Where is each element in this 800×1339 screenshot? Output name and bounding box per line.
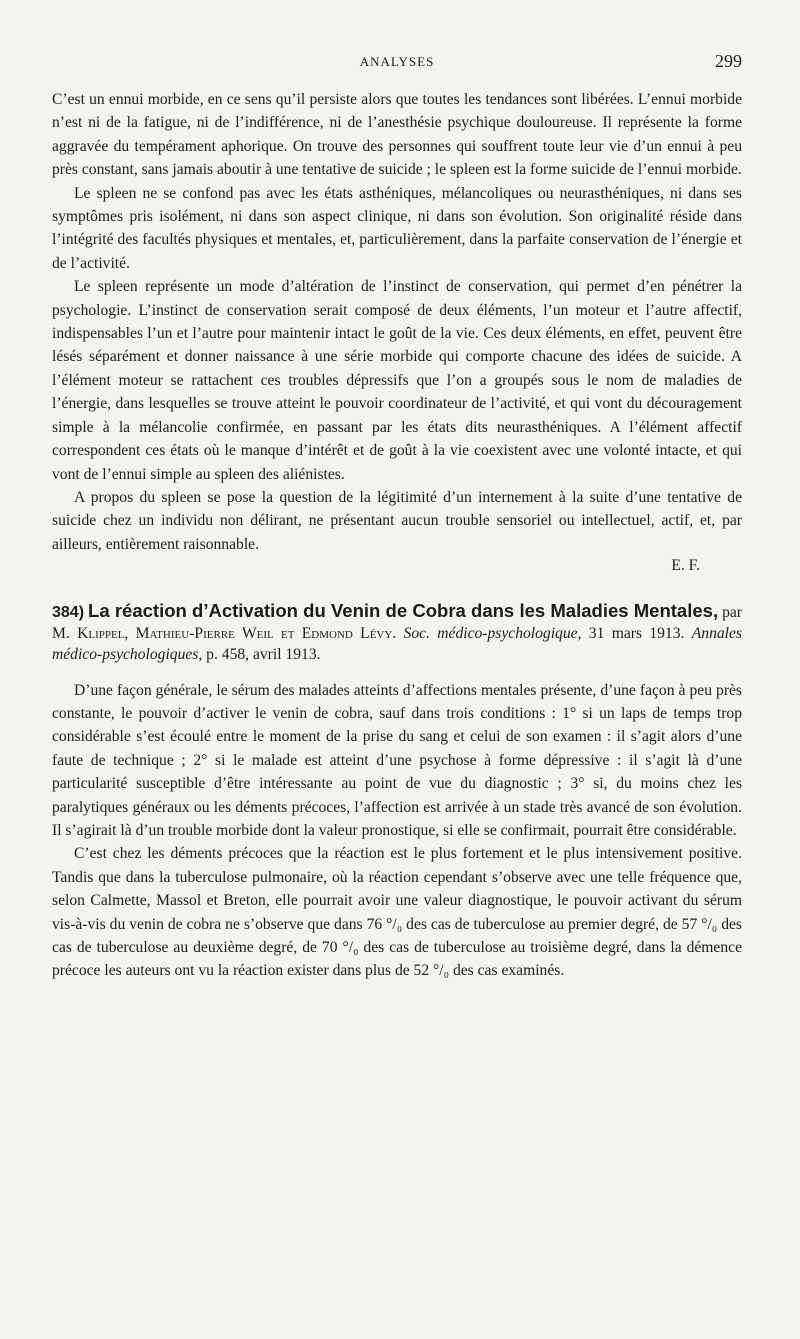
paragraph: A propos du spleen se pose la question de la légitimité d’un internement à la suite d’une tentative de suicide chez un individu non délirant, ne présentant aucun trouble sensoriel ou intellectuel, actif, et, par ailleurs, entièrement raisonnable.: [52, 488, 742, 553]
entry-journal: Soc. médico-psychologique,: [403, 624, 582, 642]
entry-title: La réaction d’Activation du Venin de Cobra dans les Maladies Mentales,: [88, 599, 719, 621]
paragraph: Le spleen ne se confond pas avec les états asthéniques, mélancoliques ou neurasthéniques, ni dans ses symptômes pris isolément, ni dans son aspect clinique, ni dans son évolution. Son originalité réside dans l’intégrité des facultés physiques et mentales, et, particulièrement, dans la parfaite conservation de l’énergie et de l’activité.: [52, 184, 742, 272]
running-title: ANALYSES: [359, 54, 435, 69]
entry-number: 384): [52, 603, 85, 621]
abstract-paragraph: C’est chez les déments précoces que la réaction est le plus fortement et le plus intensivement positive. Tandis que dans la tuberculose pulmonaire, où la réaction cependant s’observe avec une telle fréquence que, selon Calmette, Massol et Breton, elle pourrait avoir une valeur diagnostique, le pouvoir activant du sérum vis-à-vis du venin de cobra ne s’observe que dans 76 °/₀ des cas de tuberculose au premier degré, de 57 °/₀ des cas de tuberculose au deuxième degré, de 70 °/₀ des cas de tuberculose au troisième degré, dans la démence précoce les auteurs ont vu la réaction exister dans plus de 52 °/₀ des cas examinés.: [52, 845, 742, 980]
abstract-paragraph: D’une façon générale, le sérum des malades atteints d’affections mentales présente, d’une façon à peu près constante, le pouvoir d’activer le venin de cobra, sauf dans trois conditions : 1° si un laps de temps trop considérable s’est écoulé entre le moment de la prise du sang et celui de son examen : il s’agit alors d’une faute de technique ; 2° si le malade est atteint d’une psychose à forme dépressive : il s’agit là d’une particularité susceptible d’être intéressante au point de vue du diagnostic ; 3° si, du moins chez les paralytiques généraux ou les déments précoces, l’affection est arrivée à un stade très avancé de son évolution. Il s’agirait là d’un trouble morbide dont la valeur pronostique, si elle se confirmait, pourrait être considérable.: [52, 681, 742, 839]
reviewer-signature: E. F.: [671, 557, 700, 575]
paragraph: Le spleen représente un mode d’altération de l’instinct de conservation, qui permet d’en pénétrer la psychologie. L’instinct de conservation serait composé de deux éléments, l’un moteur et l’autre affectif, indispensables l’un et l’autre pour maintenir intact le goût de la vie. Ces deux éléments, en effet, peuvent être lésés séparément et donner naissance à une série morbide qui comporte chacune des idées de suicide. A l’élément moteur se rattachent ces troubles dépressifs que l’on a groupés sous le nom de maladies de l’énergie, dans lesquelles se trouve atteint le pouvoir coordinateur de l’activité, et qui vont du découragement simple à la mélancolie confirmée, en passant par les états dits neurasthéniques. A l’élément affectif correspondent ces états où le manque d’intérêt et de goût à la vie coexistent avec une volonté intacte, et qui vont de l’ennui simple au spleen des aliénistes.: [52, 278, 742, 483]
entry-by: par M.: [52, 603, 743, 642]
entry-date: 31 mars 1913.: [588, 624, 685, 642]
bibliographic-entry: [52, 600, 742, 665]
page-header: [52, 52, 742, 78]
page-number: 299: [715, 51, 742, 71]
entry-reference: p. 458, avril 1913.: [206, 645, 321, 663]
paragraph: C’est un ennui morbide, en ce sens qu’il persiste alors que toutes les tendances sont libérées. L’ennui morbide n’est ni de la fatigue, ni de l’indifférence, ni de l’anesthésie psychique douloureuse. Il représente la forme aggravée du tempérament aphorique. On trouve des personnes qui souffrent toute leur vie d’un ennui à peu près constant, sans jamais aboutir à une tentative de suicide ; le spleen est la forme suicide de l’ennui morbide.: [52, 91, 742, 179]
page-body: [52, 88, 742, 983]
entry-journal-2: Annales médico-psychologiques,: [52, 624, 742, 663]
entry-authors: Klippel, Mathieu-Pierre Weil et Edmond Lévy.: [77, 624, 397, 642]
